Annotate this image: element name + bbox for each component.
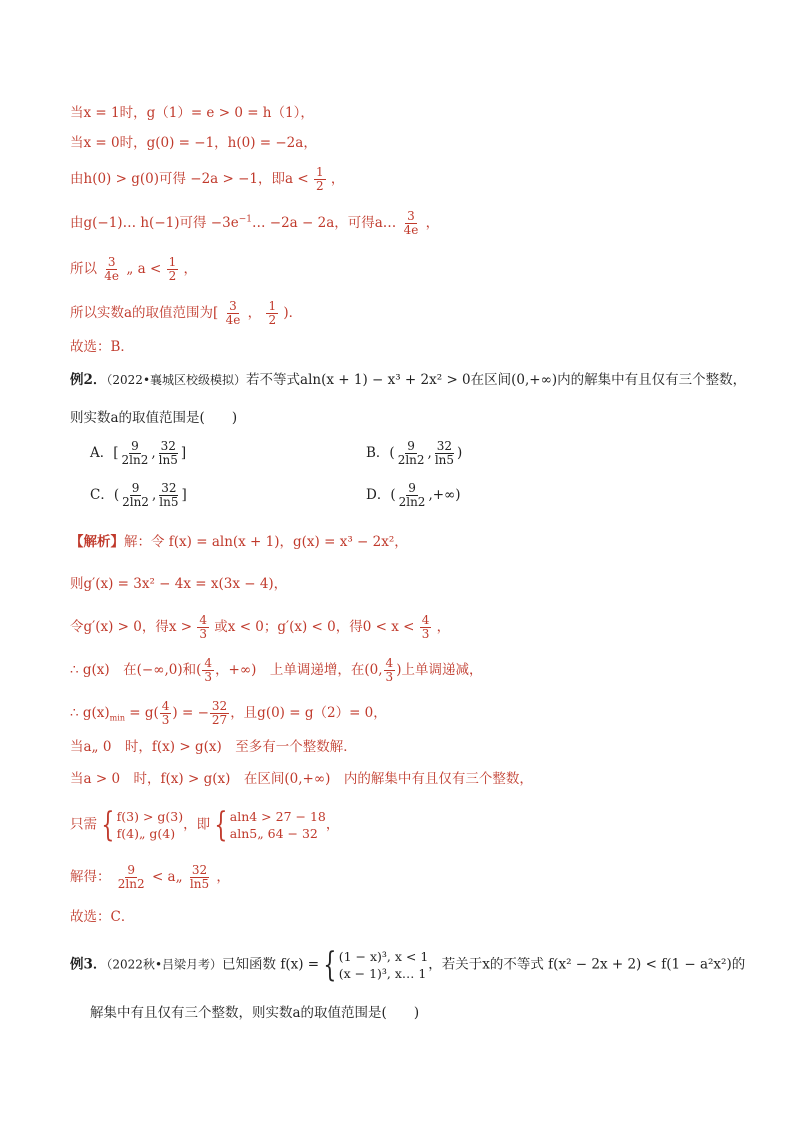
text-line [70,256,197,283]
text-line [70,300,302,327]
text-span: 由g(−1)… h(−1)可得 −3e [70,215,239,231]
equation-system: { aln4 > 27 − 18 aln5„ 64 − 32 [214,805,326,845]
example2-stem [70,371,746,389]
fraction: $\frac{1}{2}$ [168,255,177,283]
fraction: $\frac{4}{3}$ [385,656,394,684]
text-span: … −2a − 2a，可得a… [251,215,397,231]
fraction: $\frac{3}{4e}$ [403,209,419,237]
option-d[interactable]: D．( $\frac{9}{2\ln 2}$ ,+∞) [366,481,461,509]
fraction: $\frac{32}{27}$ [211,699,228,727]
option-c[interactable]: C．( $\frac{9}{2\ln 2}$ , $\frac{32}{\ln 5}$ ] [90,481,187,509]
text-span: „ a < [126,261,162,277]
fraction: $\frac{1}{2}$ [315,165,324,193]
text-span: ， [425,215,440,231]
fraction: $\frac{4}{3}$ [204,656,213,684]
option-a[interactable]: A．[ $\frac{9}{2\ln 2}$ , $\frac{32}{\ln 5}$ ] [90,439,187,467]
example-label: 例2． [70,372,107,388]
text-span: 所以实数a的取值范围为[ [70,305,219,321]
text-span: ， [247,305,262,321]
solution-tag: 【解析】 [70,534,124,550]
fraction: $\frac{32}{\ln 5}$ [189,863,210,891]
piecewise-function: { (1 − x)³, x < 1 (x − 1)³, x… 1 [323,945,429,985]
text-span: )． [283,305,303,321]
example-label: 例3． [70,956,107,973]
solution-line: ∴ g(x) 在(−∞,0)和( $\frac{4}{3}$ ，+∞) 上单调递增，在(0, $\frac{4}{3}$ )上单调递减， [70,656,483,684]
text-span: 若不等式aln(x + 1) − x³ + 2x² > 0在区间(0,+∞)内的解集中有且仅有三个整数， [246,372,747,388]
solution-line: ∴ $g(x)_{min} = g$( $\frac{4}{3}$ ) = − $\frac{32}{27}$ ，且g(0) = g（2）= 0， [70,699,387,727]
fraction: $\frac{4}{3}$ [421,613,430,641]
example2-stem-line2: 则实数a的取值范围是( ) [70,410,238,426]
fraction: $\frac{4}{3}$ [161,699,170,727]
example3-stem-line2: 解集中有且仅有三个整数，则实数a的取值范围是( ) [90,1005,420,1021]
solution-line: 解得： $\frac{9}{2\ln 2}$ < a„ $\frac{32}{\ln 5}$ ， [70,863,230,891]
text-span: 所以 [70,261,97,277]
solution-line: 则g′(x) = 3x² − 4x = x(3x − 4)， [70,576,288,592]
example-source: （2022秋•吕梁月考） [106,957,223,972]
fraction: $\frac{3}{4e}$ [104,255,120,283]
text-line [70,210,439,237]
text-line [70,166,344,193]
solution-line: 当a„ 0 时，f(x) > g(x) 至多有一个整数解． [70,739,357,755]
text-span: ， [330,171,345,187]
option-b[interactable]: B．( $\frac{9}{2\ln 2}$ , $\frac{32}{\ln 5}$ ) [366,439,463,467]
solution-line: 令g′(x) > 0，得x > $\frac{4}{3}$ 或x < 0；g′(x) < 0，得0 < x < $\frac{4}{3}$ ， [70,613,451,641]
example-source: （2022•襄城区校级模拟） [106,373,247,387]
text-span: 由h(0) > g(0)可得 −2a > −1，即a < [70,171,309,187]
equation-system: { f(3) > g(3) f(4)„ g(4) [101,805,184,845]
fraction: $\frac{9}{2\ln 2}$ [117,863,145,891]
solution-line: 当a > 0 时，f(x) > g(x) 在区间(0,+∞) 内的解集中有且仅有三个整数， [70,771,533,787]
superscript: −1 [238,214,252,225]
fraction: $\frac{1}{2}$ [268,299,277,327]
fraction: $\frac{3}{4e}$ [225,299,241,327]
example3-stem: 例3．（2022秋•吕梁月考）已知函数 f(x) = { (1 − x)³, x < 1 (x − 1)³, x… 1 ，若关于x的不等式 f(x² − 2x + 2) < f(1 − a²x²)的 [70,945,746,985]
text-line: 当x = 1时，g（1）= e > 0 = h（1）， [70,105,314,121]
solution-line [70,533,408,551]
solution-line: 只需 { f(3) > g(3) f(4)„ g(4) ，即 { aln4 > 27 − 18 aln5„ 64 − 32 ， [70,805,340,845]
text-span: ， [183,261,198,277]
answer-line: 故选：B． [70,339,134,355]
answer-line: 故选：C． [70,909,135,925]
text-line: 当x = 0时，g(0) = −1，h(0) = −2a， [70,135,317,151]
text-span: 解：令 f(x) = aln(x + 1)，g(x) = x³ − 2x²， [124,534,408,550]
fraction: $\frac{4}{3}$ [199,613,207,641]
